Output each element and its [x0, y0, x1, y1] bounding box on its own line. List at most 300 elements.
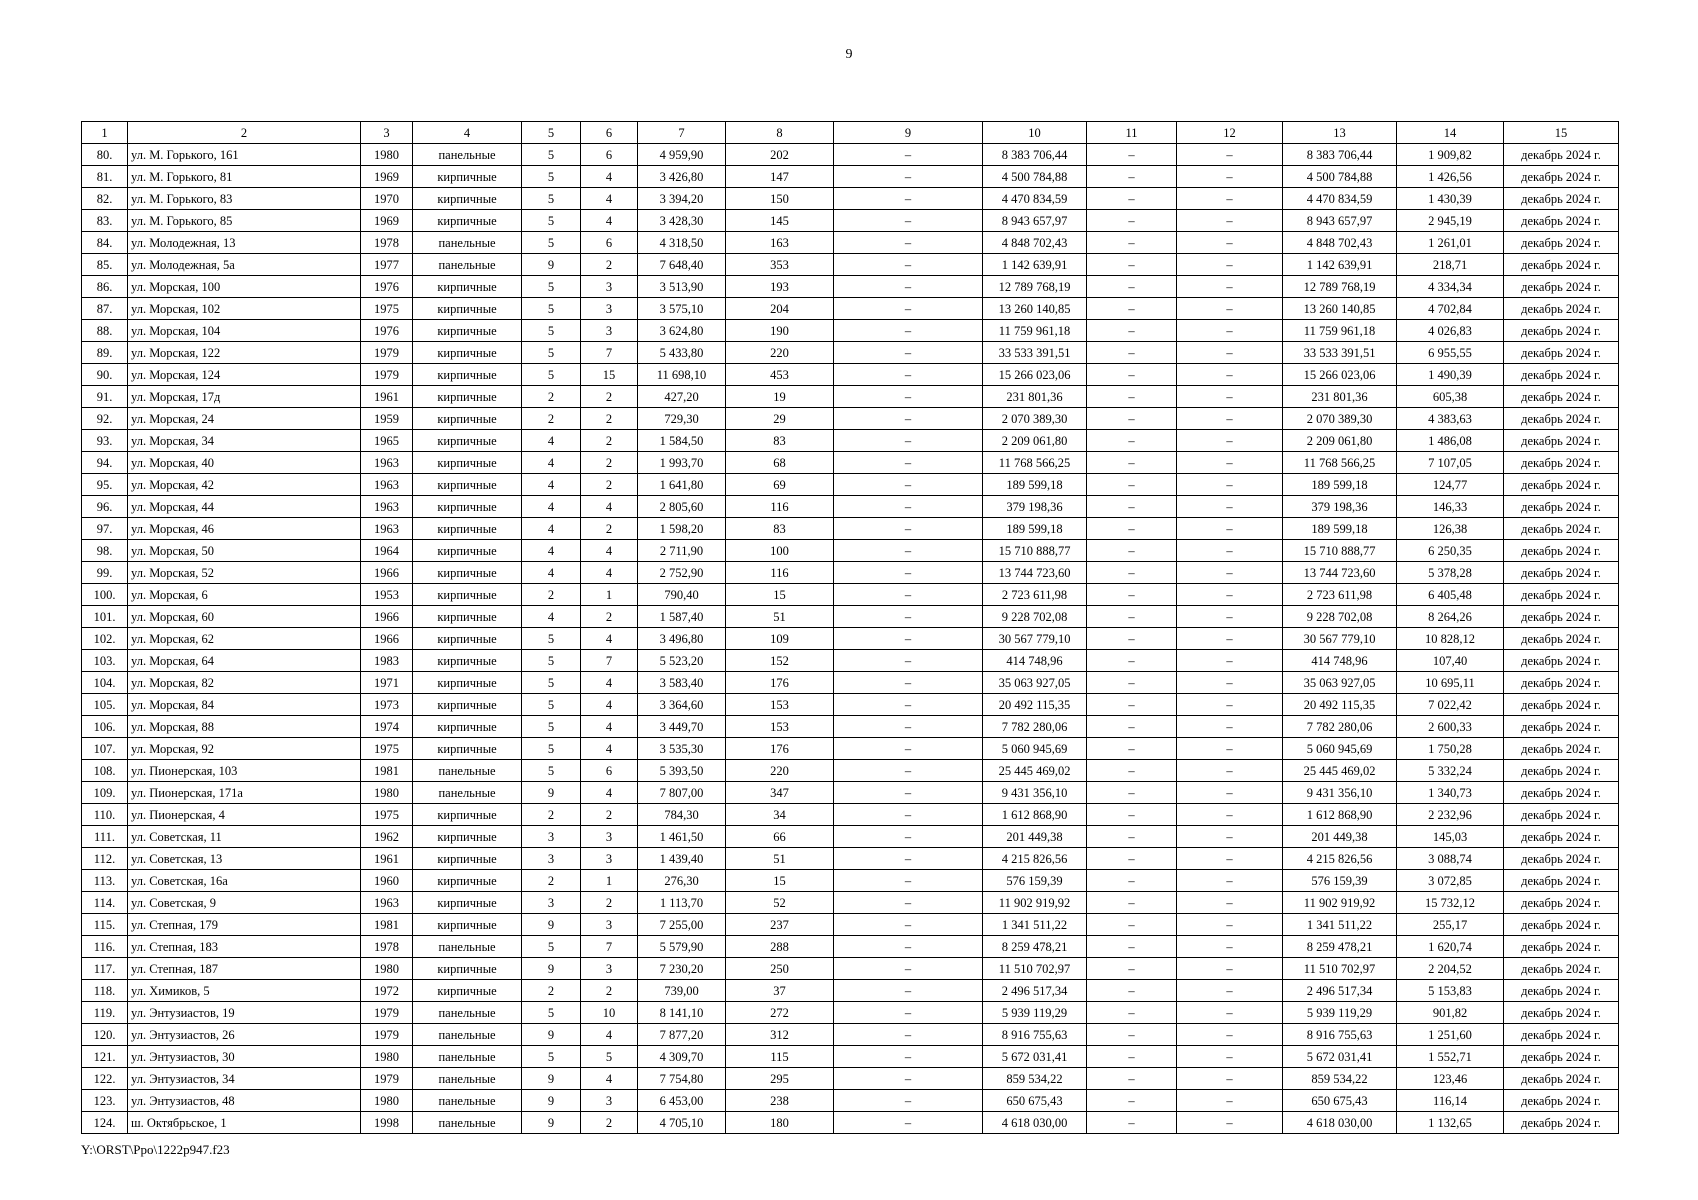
cell-col-9: –: [834, 782, 983, 804]
cell-col-4: кирпичные: [413, 980, 522, 1002]
cell-col-7: 427,20: [638, 386, 726, 408]
table-header: [82, 122, 1619, 144]
cell-col-15: декабрь 2024 г.: [1504, 628, 1619, 650]
table-row: [82, 430, 1619, 452]
cell-col-7: 3 535,30: [638, 738, 726, 760]
cell-col-10: 35 063 927,05: [983, 672, 1087, 694]
cell-col-8: 116: [726, 562, 834, 584]
cell-col-5: 2: [522, 408, 581, 430]
cell-col-13: 7 782 280,06: [1283, 716, 1397, 738]
cell-col-4: панельные: [413, 936, 522, 958]
cell-col-3: 1981: [361, 914, 413, 936]
cell-col-10: 9 228 702,08: [983, 606, 1087, 628]
cell-col-2: ул. М. Горького, 81: [128, 166, 361, 188]
cell-col-1: 87.: [82, 298, 128, 320]
cell-col-10: 20 492 115,35: [983, 694, 1087, 716]
cell-col-12: –: [1177, 254, 1283, 276]
cell-col-14: 1 251,60: [1397, 1024, 1504, 1046]
cell-col-1: 85.: [82, 254, 128, 276]
cell-col-2: ул. Советская, 13: [128, 848, 361, 870]
cell-col-8: 250: [726, 958, 834, 980]
cell-col-1: 83.: [82, 210, 128, 232]
cell-col-9: –: [834, 1068, 983, 1090]
cell-col-3: 1998: [361, 1112, 413, 1134]
cell-col-6: 4: [581, 1068, 638, 1090]
table-row: [82, 386, 1619, 408]
cell-col-5: 9: [522, 1068, 581, 1090]
cell-col-9: –: [834, 958, 983, 980]
table-row: [82, 496, 1619, 518]
table-row: [82, 452, 1619, 474]
cell-col-12: –: [1177, 958, 1283, 980]
column-header-3: 3: [361, 122, 413, 144]
cell-col-2: ул. Энтузиастов, 48: [128, 1090, 361, 1112]
cell-col-10: 8 916 755,63: [983, 1024, 1087, 1046]
cell-col-8: 19: [726, 386, 834, 408]
cell-col-12: –: [1177, 364, 1283, 386]
cell-col-6: 2: [581, 474, 638, 496]
cell-col-14: 15 732,12: [1397, 892, 1504, 914]
cell-col-9: –: [834, 892, 983, 914]
page-number: 9: [845, 47, 853, 62]
cell-col-1: 84.: [82, 232, 128, 254]
cell-col-10: 11 768 566,25: [983, 452, 1087, 474]
table-row: [82, 672, 1619, 694]
cell-col-8: 34: [726, 804, 834, 826]
cell-col-9: –: [834, 232, 983, 254]
cell-col-2: ул. Морская, 40: [128, 452, 361, 474]
cell-col-14: 4 383,63: [1397, 408, 1504, 430]
cell-col-6: 7: [581, 342, 638, 364]
cell-col-5: 9: [522, 914, 581, 936]
cell-col-7: 3 624,80: [638, 320, 726, 342]
cell-col-2: ул. Морская, 24: [128, 408, 361, 430]
cell-col-12: –: [1177, 650, 1283, 672]
cell-col-12: –: [1177, 144, 1283, 166]
cell-col-4: панельные: [413, 1002, 522, 1024]
cell-col-8: 288: [726, 936, 834, 958]
cell-col-5: 9: [522, 782, 581, 804]
cell-col-5: 5: [522, 276, 581, 298]
cell-col-15: декабрь 2024 г.: [1504, 826, 1619, 848]
cell-col-13: 1 341 511,22: [1283, 914, 1397, 936]
cell-col-10: 7 782 280,06: [983, 716, 1087, 738]
cell-col-7: 3 394,20: [638, 188, 726, 210]
cell-col-2: ул. Морская, 62: [128, 628, 361, 650]
cell-col-6: 3: [581, 826, 638, 848]
cell-col-3: 1979: [361, 1024, 413, 1046]
cell-col-15: декабрь 2024 г.: [1504, 760, 1619, 782]
cell-col-14: 3 072,85: [1397, 870, 1504, 892]
cell-col-11: –: [1087, 474, 1177, 496]
cell-col-1: 82.: [82, 188, 128, 210]
cell-col-5: 4: [522, 452, 581, 474]
cell-col-2: ул. М. Горького, 161: [128, 144, 361, 166]
cell-col-8: 190: [726, 320, 834, 342]
cell-col-1: 86.: [82, 276, 128, 298]
cell-col-8: 68: [726, 452, 834, 474]
table-row: [82, 804, 1619, 826]
table-row: [82, 474, 1619, 496]
cell-col-9: –: [834, 936, 983, 958]
cell-col-10: 189 599,18: [983, 474, 1087, 496]
cell-col-5: 5: [522, 650, 581, 672]
cell-col-6: 4: [581, 540, 638, 562]
cell-col-12: –: [1177, 584, 1283, 606]
cell-col-10: 11 759 961,18: [983, 320, 1087, 342]
cell-col-2: ул. Советская, 9: [128, 892, 361, 914]
cell-col-3: 1977: [361, 254, 413, 276]
cell-col-8: 238: [726, 1090, 834, 1112]
cell-col-11: –: [1087, 496, 1177, 518]
cell-col-7: 5 393,50: [638, 760, 726, 782]
cell-col-2: ул. Советская, 16а: [128, 870, 361, 892]
cell-col-13: 1 142 639,91: [1283, 254, 1397, 276]
cell-col-13: 5 060 945,69: [1283, 738, 1397, 760]
cell-col-12: –: [1177, 980, 1283, 1002]
cell-col-5: 5: [522, 760, 581, 782]
cell-col-13: 859 534,22: [1283, 1068, 1397, 1090]
cell-col-4: панельные: [413, 782, 522, 804]
cell-col-13: 33 533 391,51: [1283, 342, 1397, 364]
cell-col-2: ул. М. Горького, 85: [128, 210, 361, 232]
cell-col-5: 5: [522, 298, 581, 320]
cell-col-15: декабрь 2024 г.: [1504, 1024, 1619, 1046]
cell-col-6: 6: [581, 144, 638, 166]
cell-col-9: –: [834, 474, 983, 496]
cell-col-12: –: [1177, 1046, 1283, 1068]
cell-col-4: панельные: [413, 1068, 522, 1090]
cell-col-2: ул. Пионерская, 103: [128, 760, 361, 782]
cell-col-2: ул. Энтузиастов, 26: [128, 1024, 361, 1046]
cell-col-2: ул. М. Горького, 83: [128, 188, 361, 210]
cell-col-12: –: [1177, 1068, 1283, 1090]
cell-col-15: декабрь 2024 г.: [1504, 518, 1619, 540]
table-row: [82, 188, 1619, 210]
cell-col-12: –: [1177, 1112, 1283, 1134]
cell-col-11: –: [1087, 606, 1177, 628]
cell-col-14: 123,46: [1397, 1068, 1504, 1090]
cell-col-10: 379 198,36: [983, 496, 1087, 518]
cell-col-12: –: [1177, 1090, 1283, 1112]
cell-col-13: 13 744 723,60: [1283, 562, 1397, 584]
cell-col-10: 33 533 391,51: [983, 342, 1087, 364]
cell-col-10: 1 341 511,22: [983, 914, 1087, 936]
cell-col-10: 2 209 061,80: [983, 430, 1087, 452]
cell-col-12: –: [1177, 1002, 1283, 1024]
cell-col-3: 1980: [361, 1046, 413, 1068]
cell-col-6: 3: [581, 298, 638, 320]
cell-col-7: 3 583,40: [638, 672, 726, 694]
cell-col-5: 5: [522, 320, 581, 342]
cell-col-8: 115: [726, 1046, 834, 1068]
cell-col-15: декабрь 2024 г.: [1504, 1002, 1619, 1024]
cell-col-4: панельные: [413, 1046, 522, 1068]
cell-col-14: 4 334,34: [1397, 276, 1504, 298]
cell-col-15: декабрь 2024 г.: [1504, 1112, 1619, 1134]
cell-col-8: 453: [726, 364, 834, 386]
cell-col-12: –: [1177, 540, 1283, 562]
cell-col-12: –: [1177, 496, 1283, 518]
cell-col-3: 1969: [361, 210, 413, 232]
table-row: [82, 716, 1619, 738]
cell-col-7: 2 752,90: [638, 562, 726, 584]
cell-col-8: 51: [726, 848, 834, 870]
table-row: [82, 144, 1619, 166]
cell-col-12: –: [1177, 1024, 1283, 1046]
cell-col-7: 3 449,70: [638, 716, 726, 738]
cell-col-4: кирпичные: [413, 958, 522, 980]
cell-col-3: 1978: [361, 232, 413, 254]
cell-col-14: 6 405,48: [1397, 584, 1504, 606]
cell-col-5: 2: [522, 980, 581, 1002]
cell-col-1: 96.: [82, 496, 128, 518]
table-row: [82, 628, 1619, 650]
cell-col-15: декабрь 2024 г.: [1504, 672, 1619, 694]
cell-col-3: 1966: [361, 628, 413, 650]
cell-col-9: –: [834, 320, 983, 342]
cell-col-5: 9: [522, 1090, 581, 1112]
cell-col-7: 5 579,90: [638, 936, 726, 958]
cell-col-2: ул. Морская, 17д: [128, 386, 361, 408]
cell-col-13: 8 259 478,21: [1283, 936, 1397, 958]
cell-col-15: декабрь 2024 г.: [1504, 540, 1619, 562]
cell-col-4: кирпичные: [413, 188, 522, 210]
cell-col-14: 1 132,65: [1397, 1112, 1504, 1134]
cell-col-4: кирпичные: [413, 408, 522, 430]
cell-col-7: 1 584,50: [638, 430, 726, 452]
cell-col-8: 176: [726, 672, 834, 694]
cell-col-11: –: [1087, 342, 1177, 364]
cell-col-10: 13 260 140,85: [983, 298, 1087, 320]
table-row: [82, 958, 1619, 980]
table-row: [82, 694, 1619, 716]
cell-col-11: –: [1087, 760, 1177, 782]
cell-col-12: –: [1177, 914, 1283, 936]
cell-col-14: 1 552,71: [1397, 1046, 1504, 1068]
cell-col-6: 4: [581, 672, 638, 694]
cell-col-10: 15 710 888,77: [983, 540, 1087, 562]
cell-col-10: 231 801,36: [983, 386, 1087, 408]
cell-col-8: 353: [726, 254, 834, 276]
table-row: [82, 210, 1619, 232]
cell-col-6: 6: [581, 760, 638, 782]
cell-col-13: 9 228 702,08: [1283, 606, 1397, 628]
cell-col-4: кирпичные: [413, 628, 522, 650]
cell-col-10: 576 159,39: [983, 870, 1087, 892]
cell-col-9: –: [834, 430, 983, 452]
cell-col-12: –: [1177, 870, 1283, 892]
cell-col-10: 4 470 834,59: [983, 188, 1087, 210]
cell-col-2: ул. Морская, 44: [128, 496, 361, 518]
table-row: [82, 848, 1619, 870]
cell-col-4: кирпичные: [413, 474, 522, 496]
cell-col-10: 4 500 784,88: [983, 166, 1087, 188]
cell-col-11: –: [1087, 562, 1177, 584]
cell-col-11: –: [1087, 584, 1177, 606]
cell-col-4: кирпичные: [413, 892, 522, 914]
cell-col-11: –: [1087, 936, 1177, 958]
cell-col-14: 1 909,82: [1397, 144, 1504, 166]
column-header-8: 8: [726, 122, 834, 144]
cell-col-7: 7 255,00: [638, 914, 726, 936]
cell-col-12: –: [1177, 892, 1283, 914]
cell-col-6: 2: [581, 980, 638, 1002]
cell-col-5: 9: [522, 958, 581, 980]
cell-col-8: 163: [726, 232, 834, 254]
table-row: [82, 342, 1619, 364]
cell-col-13: 2 209 061,80: [1283, 430, 1397, 452]
cell-col-4: панельные: [413, 144, 522, 166]
cell-col-3: 1978: [361, 936, 413, 958]
cell-col-14: 1 490,39: [1397, 364, 1504, 386]
cell-col-6: 4: [581, 782, 638, 804]
cell-col-6: 2: [581, 606, 638, 628]
cell-col-5: 2: [522, 386, 581, 408]
cell-col-10: 1 612 868,90: [983, 804, 1087, 826]
cell-col-6: 7: [581, 650, 638, 672]
cell-col-10: 1 142 639,91: [983, 254, 1087, 276]
cell-col-10: 11 902 919,92: [983, 892, 1087, 914]
cell-col-4: кирпичные: [413, 452, 522, 474]
cell-col-1: 119.: [82, 1002, 128, 1024]
cell-col-6: 7: [581, 936, 638, 958]
cell-col-11: –: [1087, 1090, 1177, 1112]
cell-col-12: –: [1177, 782, 1283, 804]
table-row: [82, 408, 1619, 430]
cell-col-10: 5 060 945,69: [983, 738, 1087, 760]
cell-col-7: 3 513,90: [638, 276, 726, 298]
cell-col-2: ул. Советская, 11: [128, 826, 361, 848]
cell-col-7: 2 711,90: [638, 540, 726, 562]
column-header-2: 2: [128, 122, 361, 144]
cell-col-6: 1: [581, 870, 638, 892]
cell-col-1: 81.: [82, 166, 128, 188]
cell-col-3: 1961: [361, 848, 413, 870]
cell-col-7: 6 453,00: [638, 1090, 726, 1112]
cell-col-2: ул. Степная, 187: [128, 958, 361, 980]
cell-col-11: –: [1087, 1024, 1177, 1046]
cell-col-15: декабрь 2024 г.: [1504, 298, 1619, 320]
cell-col-2: ул. Морская, 124: [128, 364, 361, 386]
cell-col-5: 4: [522, 496, 581, 518]
cell-col-5: 2: [522, 870, 581, 892]
table-row: [82, 914, 1619, 936]
cell-col-1: 98.: [82, 540, 128, 562]
cell-col-11: –: [1087, 848, 1177, 870]
cell-col-14: 218,71: [1397, 254, 1504, 276]
cell-col-15: декабрь 2024 г.: [1504, 936, 1619, 958]
cell-col-5: 5: [522, 672, 581, 694]
cell-col-11: –: [1087, 870, 1177, 892]
cell-col-10: 15 266 023,06: [983, 364, 1087, 386]
cell-col-15: декабрь 2024 г.: [1504, 210, 1619, 232]
table-row: [82, 1024, 1619, 1046]
cell-col-11: –: [1087, 914, 1177, 936]
cell-col-11: –: [1087, 892, 1177, 914]
cell-col-9: –: [834, 518, 983, 540]
cell-col-4: кирпичные: [413, 584, 522, 606]
cell-col-6: 3: [581, 958, 638, 980]
table-row: [82, 760, 1619, 782]
cell-col-1: 95.: [82, 474, 128, 496]
cell-col-11: –: [1087, 1112, 1177, 1134]
cell-col-9: –: [834, 738, 983, 760]
cell-col-14: 3 088,74: [1397, 848, 1504, 870]
cell-col-6: 4: [581, 1024, 638, 1046]
cell-col-10: 5 672 031,41: [983, 1046, 1087, 1068]
cell-col-8: 37: [726, 980, 834, 1002]
cell-col-9: –: [834, 452, 983, 474]
cell-col-13: 25 445 469,02: [1283, 760, 1397, 782]
cell-col-11: –: [1087, 386, 1177, 408]
cell-col-12: –: [1177, 298, 1283, 320]
cell-col-15: декабрь 2024 г.: [1504, 562, 1619, 584]
cell-col-8: 176: [726, 738, 834, 760]
cell-col-7: 3 575,10: [638, 298, 726, 320]
cell-col-2: ул. Морская, 52: [128, 562, 361, 584]
cell-col-3: 1975: [361, 738, 413, 760]
cell-col-1: 97.: [82, 518, 128, 540]
cell-col-6: 4: [581, 166, 638, 188]
cell-col-7: 790,40: [638, 584, 726, 606]
table-row: [82, 936, 1619, 958]
cell-col-12: –: [1177, 320, 1283, 342]
cell-col-4: кирпичные: [413, 738, 522, 760]
cell-col-13: 4 215 826,56: [1283, 848, 1397, 870]
cell-col-5: 5: [522, 210, 581, 232]
cell-col-4: панельные: [413, 254, 522, 276]
cell-col-12: –: [1177, 716, 1283, 738]
cell-col-2: ул. Степная, 179: [128, 914, 361, 936]
cell-col-4: кирпичные: [413, 430, 522, 452]
cell-col-9: –: [834, 1002, 983, 1024]
cell-col-6: 4: [581, 562, 638, 584]
table-row: [82, 320, 1619, 342]
cell-col-8: 109: [726, 628, 834, 650]
cell-col-8: 152: [726, 650, 834, 672]
cell-col-1: 102.: [82, 628, 128, 650]
cell-col-3: 1970: [361, 188, 413, 210]
column-header-15: 15: [1504, 122, 1619, 144]
cell-col-15: декабрь 2024 г.: [1504, 254, 1619, 276]
cell-col-12: –: [1177, 188, 1283, 210]
table-row: [82, 1090, 1619, 1112]
cell-col-13: 4 470 834,59: [1283, 188, 1397, 210]
cell-col-6: 2: [581, 518, 638, 540]
cell-col-12: –: [1177, 738, 1283, 760]
cell-col-7: 3 364,60: [638, 694, 726, 716]
cell-col-4: кирпичные: [413, 298, 522, 320]
cell-col-1: 123.: [82, 1090, 128, 1112]
cell-col-9: –: [834, 408, 983, 430]
table-row: [82, 1068, 1619, 1090]
cell-col-3: 1983: [361, 650, 413, 672]
cell-col-1: 112.: [82, 848, 128, 870]
cell-col-7: 1 598,20: [638, 518, 726, 540]
cell-col-8: 69: [726, 474, 834, 496]
cell-col-15: декабрь 2024 г.: [1504, 430, 1619, 452]
cell-col-14: 6 955,55: [1397, 342, 1504, 364]
cell-col-6: 2: [581, 804, 638, 826]
cell-col-9: –: [834, 804, 983, 826]
cell-col-11: –: [1087, 980, 1177, 1002]
cell-col-9: –: [834, 298, 983, 320]
cell-col-11: –: [1087, 166, 1177, 188]
column-header-7: 7: [638, 122, 726, 144]
cell-col-9: –: [834, 760, 983, 782]
cell-col-1: 100.: [82, 584, 128, 606]
